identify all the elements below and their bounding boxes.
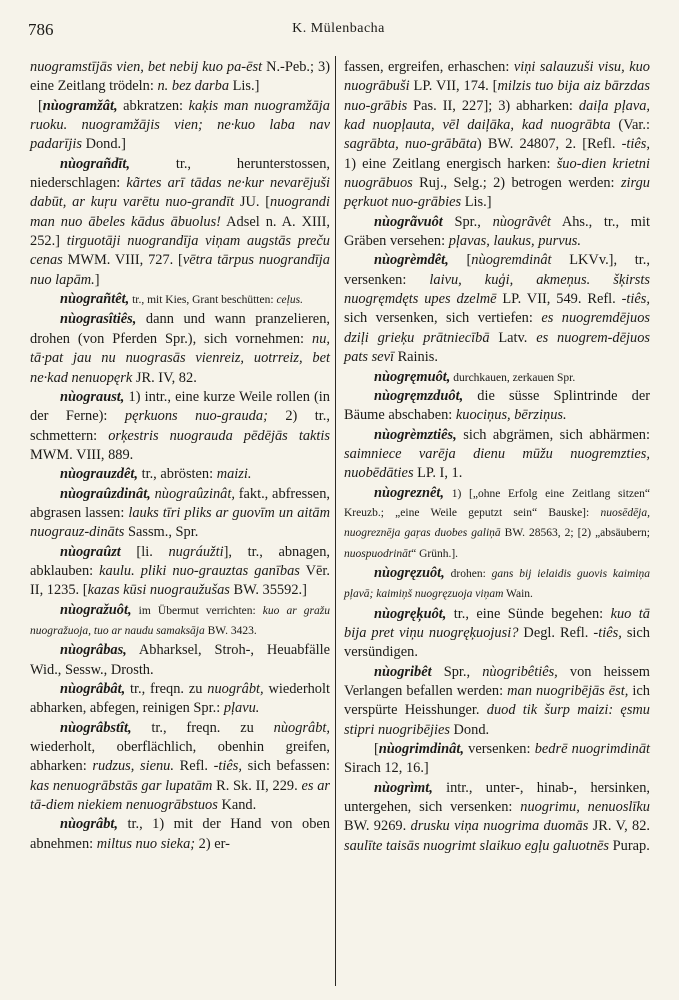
entry-text: Rainis. [393,349,438,366]
entry-text: šuo-dien krietni nuogrābuos [344,155,650,192]
entry-text: sich versündigen. [344,624,650,661]
entry-text: vētra tārpus nuograndīja nuo lapām. [30,252,330,288]
entry-text: MWM. VIII, 727. [ [62,252,183,269]
entry-text: laivu, kuģi, akmeņus. šķirsts nuogręmdęts upes dzelmē [344,271,651,308]
entry-text: ] [94,271,100,288]
entry-text: nùograûzinât, [154,485,235,502]
entry-text: sich abgrämen, sich abhärmen: [456,426,650,443]
entry-text: von heissem Verlangen befallen werden: [344,663,650,699]
entry-text: drohen: [444,567,492,580]
entry-text: Ruj., Selg.; 2) betrogen werden: [412,175,621,192]
entry-text: zirgu pęrkuot nuo-grābies [344,175,650,211]
entry-text: -tiês, [213,758,242,775]
entry-text: kaķis man nuogramžāja ruoku. nuogramžājis vien; ne·kuo laba nav padarījis [30,97,330,153]
entry-text: R. Sk. II, 229. [212,777,302,794]
entry-text: die süsse Splintrinde der Bäume abschaben: [344,387,650,424]
entry-text: ], tr., abnagen, abklauben: [30,543,330,579]
entry-text: 1) [„ohne Erfolg eine Zeitlang sitzen“ Kreuzb.; „eine Weile geputzt sein“ Bauske]: [344,487,650,519]
entry-text: saimniece varēja dienu mūžu nuogremzties, nuobēdāties [344,445,650,482]
entry-text: LKVv.], tr., versenken: [344,252,650,288]
entry-headword: nùogrimdinât, [378,741,464,758]
entry-headword: nùogrìmt, [374,779,433,796]
dictionary-entry [344,387,650,426]
entry-text: bedrē nuogrimdināt [534,741,651,758]
entry-text: rudzus, sienu. [92,758,174,775]
entry-text: im Übermut verrichten: [131,604,263,617]
entry-text: ich verspürte Heisshunger. [344,683,650,719]
entry-text: es ar tā-diem niekiem nenuogrābstuos [30,777,330,814]
entry-headword: nùogrâbstît, [60,719,132,736]
entry-headword: nùograûzdinât, [60,485,151,502]
entry-text: sich versenken, sich vertiefen: [344,310,542,327]
dictionary-entry [344,779,650,856]
entry-text: nuosēdēja, nuogreznēja gaŗas duobes galiņā [344,506,650,540]
entry-headword: nùogręmzduôt, [374,387,464,404]
entry-text: tr., mit Kies, Grant beschütten: [129,294,277,307]
entry-text: sich befassen: [242,758,330,775]
entry-text: pęrkuons nuo-grauda; [124,408,268,425]
running-head: K. Mülenbacha [292,21,385,36]
dictionary-entry [344,58,650,213]
entry-text: maizi. [216,466,252,483]
entry-text: viņi salauzuši visu, kuo nuogrābuši [344,59,650,95]
entry-text: JR. V, 82. [588,818,651,835]
dictionary-entry [30,719,330,816]
entry-headword: nùograñtêt, [60,291,130,308]
entry-text: nuogrâbt, [207,681,264,697]
dictionary-entry [30,465,330,484]
entry-headword: nùogręmuôt, [374,368,451,385]
dictionary-entry [30,58,330,97]
entry-text: gans bij ielaidis guovis kaimiņa pļavā; kaimiņš nuogręzuoja viņam [344,567,650,601]
dictionary-entry [30,97,330,155]
entry-text: [ [374,741,379,758]
entry-text: nùogribêtiês, [482,663,558,680]
dictionary-entry [344,740,650,779]
right-column [344,58,650,856]
entry-text: 1) eine Zeitlang energisch harken: [344,155,557,172]
entry-text: Abharksel, Stroh-, Heuabfälle Wid., Sessw., Drosth. [30,642,330,678]
entry-text: Kand. [217,797,257,814]
entry-text: drusku viņa nuogrima duomās [410,818,589,835]
entry-text: Adsel n. A. XIII, 252.] [30,213,330,250]
entry-text: intr., unter-, hinab-, hersinken, untergehen, sich versenken: [344,779,650,816]
entry-text: nùogremdinât [471,252,552,269]
entry-text: pļavas, laukus, purvus. [448,233,581,250]
entry-text: ) BW. 24807, 2. [Refl. [476,136,622,153]
entry-text: daiļa pļava, kad nuopļauta, vēl daiļāka, kad nuogrābta [344,97,650,134]
entry-text: 1) intr., eine kurze Weile rollen (in der Ferne): [30,388,330,425]
entry-text: Sirach 12, 16.] [344,760,429,777]
entry-text: fakt., abfressen, abgrasen lassen: [30,485,330,521]
dictionary-entry [344,251,650,367]
dictionary-entry [344,605,650,663]
page-number: 786 [28,20,54,39]
entry-text: [ [38,97,43,114]
entry-text: Ahs., tr., mit Gräben versehen: [344,213,651,250]
entry-headword: nùogręzuôt, [374,564,445,581]
entry-text: LP. I, 1. [413,465,463,482]
entry-text: Lis.] [461,194,492,211]
entry-text: sagrābta, nuo-grābāta [344,136,477,153]
entry-text: tr., freqn. zu [131,719,274,736]
entry-text: Refl. [173,758,214,775]
entry-text: -tiês, [621,136,650,153]
dictionary-entry [344,484,650,564]
entry-text: kãrtes arī tādas ne·kur nevarējuši dabūt, ar kuŗu varētu nuo-grandīt [30,175,330,211]
dictionary-entry [30,388,330,465]
entry-headword: nùograûzt [60,543,121,560]
entry-text: 2) er- [195,835,230,852]
entry-text: saulīte taisās nuogrimt slaikuo egļu galuotnēs [344,837,610,854]
entry-text: tr., freqn. zu [125,681,208,697]
entry-text: n. bez darba [157,78,230,95]
entry-text: LP. VII, 549. Refl. [496,291,622,308]
entry-text: miltus nuo sieka; [96,835,196,852]
entry-headword: nùograust, [60,388,125,405]
entry-text: tr., herunterstossen, niederschlagen: [30,155,330,192]
entry-text: pļavu. [223,700,260,717]
dictionary-entry [344,663,650,740]
entry-text: [li. [120,543,169,560]
dictionary-entry [30,310,330,387]
entry-text: “ Grünh.]. [411,547,459,560]
entry-headword: nùogrâbât, [60,681,126,697]
entry-text: nu, tā·pat jau nu nuograsās vienreiz, uotrreiz, bet ne·kad nenuopęrk [30,330,330,386]
dictionary-entry [30,290,330,310]
entry-text: nuogrimu, nenuoslīku [520,799,651,816]
entry-text: milzis tuo bija aiz bārzdas nuo-grābis [344,78,650,114]
entry-text: orķestris nuograuda pēdējās taktis [108,427,330,444]
dictionary-entry [344,564,650,605]
entry-text: Spr., [442,213,493,230]
entry-text: lauks tīri pliks ar guovīm un aitām nuograuz-dināts [30,504,330,541]
dictionary-entry [30,641,330,680]
dictionary-entry [344,426,650,484]
entry-text: duod tik šurp maizi: ęsmu stipri nuogribējies [344,702,651,738]
entry-text: ceļus. [276,294,303,307]
dictionary-entry [30,815,330,854]
entry-text: nuogramstījās vien, bet nebij kuo pa-ēst [30,59,263,75]
entry-headword: nùogribêt [374,663,432,680]
dictionary-entry [30,601,330,642]
entry-headword: nùograsîtiês, [60,311,137,328]
entry-text: JR. IV, 82. [132,369,197,386]
entry-text: dann und wann pranzelieren, drohen (von Pferden Spr.), sich vornehmen: [30,311,330,347]
entry-text: Wain. [503,588,533,601]
entry-text: Dond.] [81,136,126,153]
entry-text: BW. 28563, 2; [2) „absäubern; [500,527,650,540]
entry-text: (Var.: [610,117,651,134]
entry-headword: nùogražuôt, [60,601,132,618]
entry-headword: nùogręķuôt, [374,605,447,622]
entry-text: kuo tā bija pret viņu nuogręķuojusi? [344,605,650,641]
entry-text: es nuogrem-dējuos pats sevī [344,329,650,366]
entry-text: tr., 1) mit der Hand von oben abnehmen: [30,816,330,852]
entry-text: man nuogribējās ēst, [507,683,629,699]
entry-text: Lis.] [229,78,260,95]
dictionary-entry [344,368,650,387]
entry-text: [ [448,252,472,269]
entry-text: LP. VII, 174. [ [409,78,498,95]
entry-headword: nùogreznêt, [374,484,444,501]
entry-headword: nùogrèmdêt, [374,252,449,269]
entry-text: JU. [ [234,194,271,211]
entry-text: Pas. II, 227]; 3) abharken: [407,97,579,114]
entry-text: Vēr. II, 1235. [ [30,562,331,599]
entry-headword: nùograuzdêt, [60,466,138,483]
entry-headword: nùograñdīt, [60,155,130,172]
page-header [28,20,649,48]
entry-headword: nùogrâbt, [60,816,118,833]
entry-text: N.-Peb.; 3) eine Zeitlang trödeln: [30,59,330,95]
entry-text: wiederholt, oberflächlich, obenhin greifen, abharken: [30,739,330,775]
entry-text: BW. 35592.] [229,582,307,599]
entry-text: nùogrâbt, [273,719,330,736]
entry-text: Sassm., Spr. [124,524,199,541]
entry-text: Purap. [609,837,650,854]
entry-text: Degl. Refl. [518,624,594,641]
entry-text: kuociņus, bērziņus. [455,407,567,424]
dictionary-entry [30,543,330,601]
entry-text: es nuogremdējuos dziļi grieķu prātniecībā [344,310,650,346]
entry-text: BW. 9269. [344,818,411,835]
entry-headword: nùogramžât, [42,97,118,114]
entry-text: kaulu. pliki nuo-grauztas ganības [99,562,300,579]
entry-text: tr., eine Sünde begehen: [446,605,611,622]
entry-headword: nùogrâbas, [60,642,127,659]
entry-text: wiederholt abharken, abfegen, reinigen Spr.: [30,681,330,717]
entry-headword: nùogrèmztiês, [374,426,457,443]
entry-text: Spr., [431,663,483,680]
dictionary-entry [344,213,650,252]
entry-text: tirguotāji nuograndīja viņam augstās preču cenas [30,233,330,269]
entry-text: -tiês, [593,624,622,641]
column-divider [335,56,336,986]
entry-text: versenken: [463,741,535,758]
entry-text: Latv. [489,329,537,346]
entry-text: tr., abrösten: [137,466,217,483]
entry-text: durchkauen, zerkauen Spr. [450,371,576,384]
entry-text: -tiês, [621,291,650,308]
entry-text: kazas kūsi nuograužušas [87,582,230,599]
entry-text: nuospuodrināt [344,547,412,560]
dictionary-entry [30,155,330,290]
left-column [30,58,330,854]
entry-text: nuograndi man nuo ābeles kādus ābuolus! [30,194,330,230]
entry-text: MWM. VIII, 889. [30,446,134,463]
entry-text: 2) tr., schmettern: [30,408,330,444]
entry-text: nugráužti [168,543,224,560]
entry-text: kas nenuogrābstās gar lupatām [30,777,213,794]
entry-headword: nùogrãvuôt [374,213,443,230]
entry-text: abkratzen: [117,97,189,114]
entry-text: Dond. [449,721,490,738]
entry-text: BW. 3423. [204,624,257,637]
entry-text: nùogrãvêt [492,213,551,230]
dictionary-entry [30,485,330,543]
dictionary-entry [30,680,330,719]
entry-text: kuo ar gražu nuogražuoja, tuo ar naudu samaksāja [30,604,331,637]
entry-text: fassen, ergreifen, erhaschen: [344,59,514,75]
